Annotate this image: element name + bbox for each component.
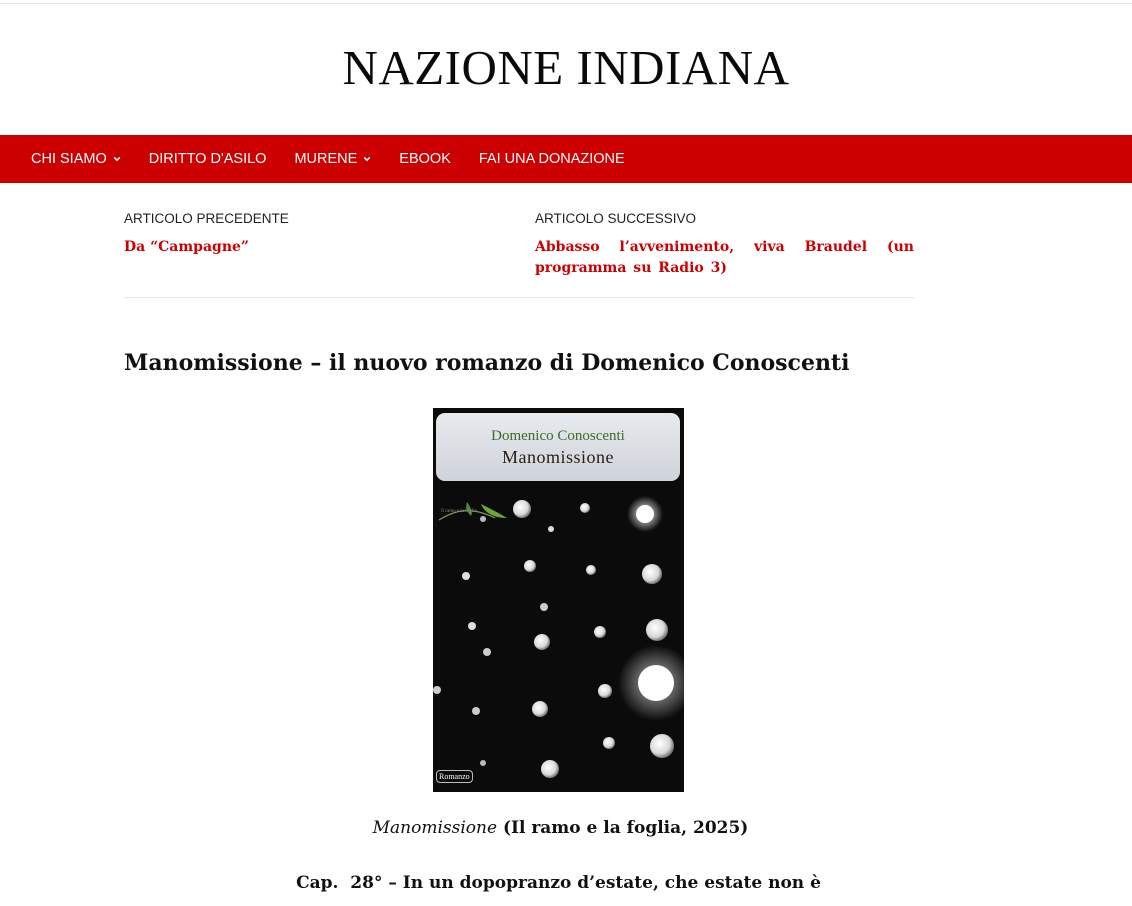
nav-item-label: EBOOK bbox=[399, 151, 451, 167]
post-navigation bbox=[124, 211, 914, 298]
chevron-down-icon bbox=[363, 155, 371, 163]
site-logo[interactable]: NAZIONE INDIANA bbox=[342, 40, 790, 95]
cover-author: Domenico Conoscenti bbox=[491, 428, 625, 444]
next-article-link[interactable]: Abbasso l’avvenimento, viva Braudel (un programma su Radio 3) bbox=[535, 239, 914, 276]
cover-genre-badge: Romanzo bbox=[436, 770, 473, 783]
next-article bbox=[535, 211, 914, 279]
nav-item-label: FAI UNA DONAZIONE bbox=[478, 151, 625, 167]
article-title: Manomissione – il nuovo romanzo di Domenico Conoscenti bbox=[124, 350, 850, 376]
nav-item-label: DIRITTO D'ASILO bbox=[148, 151, 267, 167]
next-article-label: ARTICOLO SUCCESSIVO bbox=[535, 211, 697, 226]
nav-item-fai-una-donazione[interactable] bbox=[479, 151, 625, 167]
chevron-down-icon bbox=[113, 155, 121, 163]
publisher-logo-text: Il ramo e la foglia bbox=[441, 509, 477, 514]
nav-item-label: MURENE bbox=[294, 151, 358, 167]
book-cover-image[interactable] bbox=[433, 408, 684, 792]
previous-article bbox=[124, 211, 504, 258]
book-caption bbox=[0, 818, 1121, 838]
caption-book-title: Manomissione bbox=[372, 818, 498, 838]
nav-item-ebook[interactable] bbox=[399, 151, 451, 167]
nav-item-chi-siamo[interactable] bbox=[31, 151, 121, 167]
nav-item-murene[interactable] bbox=[294, 151, 371, 167]
main-navigation bbox=[0, 135, 1132, 183]
caption-details: (Il ramo e la foglia, 2025) bbox=[497, 818, 749, 838]
cover-book-title: Manomissione bbox=[502, 447, 614, 467]
previous-article-label: ARTICOLO PRECEDENTE bbox=[124, 211, 289, 226]
nav-item-label: CHI SIAMO bbox=[31, 151, 107, 167]
top-divider bbox=[0, 3, 1132, 4]
publisher-leaf-logo bbox=[437, 494, 507, 526]
cover-title-band bbox=[436, 413, 680, 481]
chapter-heading: Cap. 28° – In un dopopranzo d’estate, che estate non è bbox=[296, 873, 821, 893]
previous-article-link[interactable]: Da “Campagne” bbox=[124, 239, 249, 255]
nav-item-diritto-d-asilo[interactable] bbox=[149, 151, 267, 167]
